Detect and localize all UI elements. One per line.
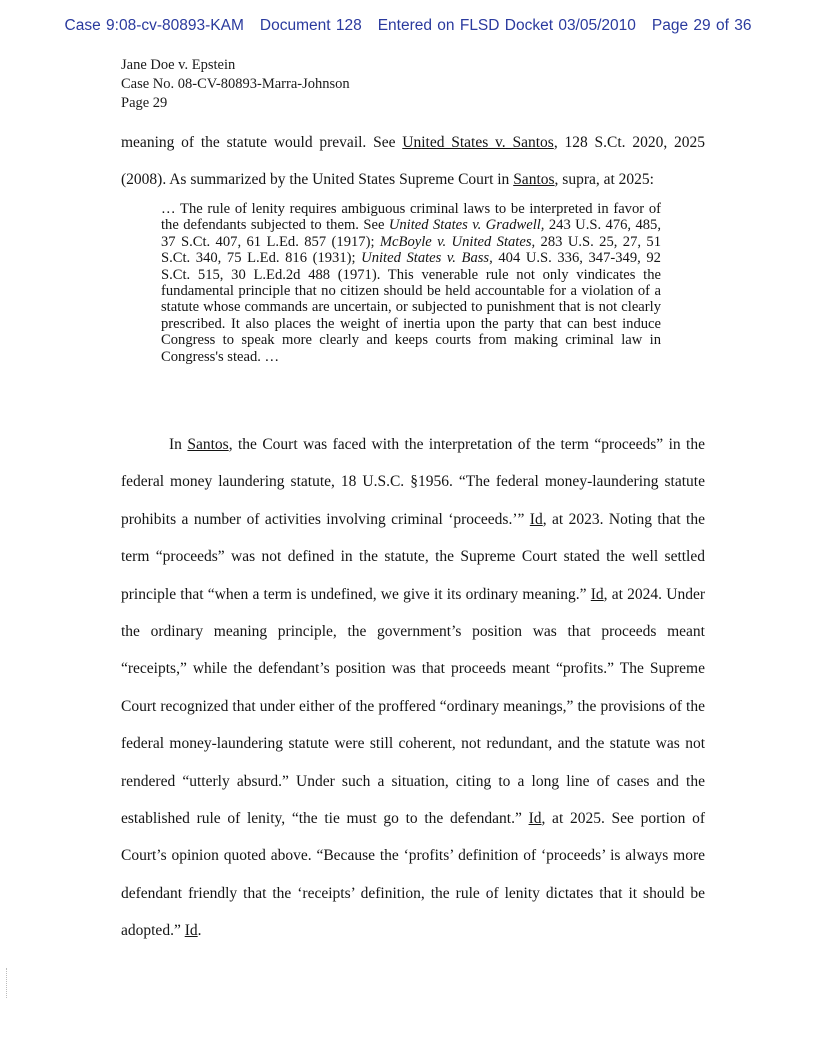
case-citation: United States v. Bass, [361,250,493,267]
case-citation: United States v. Gradwell, [388,217,545,234]
text-segment: meaning of the statute would prevail. See [121,134,403,151]
paragraph-santos [121,426,705,950]
text-segment: , at 2025. See portion of Court’s opinion quoted above. “Because the ‘profits’ definition of ‘proceeds’ is always more defendant friendly that the ‘receipts’ definition, the rule of lenity dictates that it should be adopted.” [121,810,705,940]
page-count: Page 29 of 36 [651,17,752,34]
text-segment: , the Court was faced with the interpretation of the term “proceeds” in the federal money laundering statute, 18 U.S.C. §1956. “The federal money-laundering statute prohibits a number of activities involving criminal ‘proceeds.’” [121,436,705,528]
text-segment: , at 2024. Under the ordinary meaning principle, the government’s position was that proceeds meant “receipts,” while the defendant’s position was that proceeds meant “profits.” The Supreme Court recognized that under either of the proffered “ordinary meanings,” the provisions of the federal money-laundering statute were still coherent, not redundant, and the statute was not rendered “utterly absurd.” Under such a situation, citing to a long line of cases and the established rule of lenity, “the tie must go to the defendant.” [121,585,705,828]
case-citation: Santos [513,171,555,188]
quote-text: 404 U.S. 336, 347-349, 92 S.Ct. 515, 30 L.Ed.2d 488 (1971). This venerable rule not only vindicates the fundamental principle that no citizen should be held accountable for a violation of a statute whose commands are uncertain, or subjected to punishment that is not clearly prescribed. It also places the weight of inertia upon the party that can best induce Congress to speak more clearly and keeps courts from making criminal law in Congress's stead. … [161,250,661,365]
id-citation: Id [590,585,604,603]
text-segment: , 128 S.Ct. 2020, 2025 (2008). As summarized by the United States Supreme Court in [121,134,705,188]
block-quote [161,201,661,365]
entered-stamp: Entered on FLSD Docket 03/05/2010 [377,17,636,34]
case-citation: Santos [187,436,229,453]
case-citation: United States v. Santos [402,134,554,151]
caption-case-no: Case No. 08-CV-80893-Marra-Johnson [121,76,350,92]
quote-text: 243 U.S. 476, 485, 37 S.Ct. 407, 61 L.Ed. 857 (1917); [161,217,662,250]
caption-page: Page 29 [121,95,168,111]
id-citation: Id [529,510,543,528]
text-segment: , supra, at 2025: [554,171,654,188]
text-segment: In [169,436,188,453]
docket-header [0,17,816,35]
case-citation: McBoyle v. United States, [379,233,536,250]
id-citation: Id [184,922,198,940]
text-segment: , at 2023. Noting that the term “proceeds” was not defined in the statute, the Supreme Court stated the well settled principle that “when a term is undefined, we give it its ordinary meaning.” [121,510,705,603]
case-number: Case 9:08-cv-80893-KAM [64,17,244,34]
id-citation: Id [528,810,542,828]
caption-title: Jane Doe v. Epstein [121,57,236,73]
case-caption [121,56,350,113]
document-number: Document 128 [259,17,362,34]
text-segment: . [197,922,202,940]
quote-text: 283 U.S. 25, 27, 51 S.Ct. 340, 75 L.Ed. 816 (1931); [161,233,662,267]
scan-artifact [6,968,9,998]
paragraph-intro [121,124,705,198]
quote-text: … The rule of lenity requires ambiguous criminal laws to be interpreted in favor of the defendants subjected to them. See [161,201,661,234]
